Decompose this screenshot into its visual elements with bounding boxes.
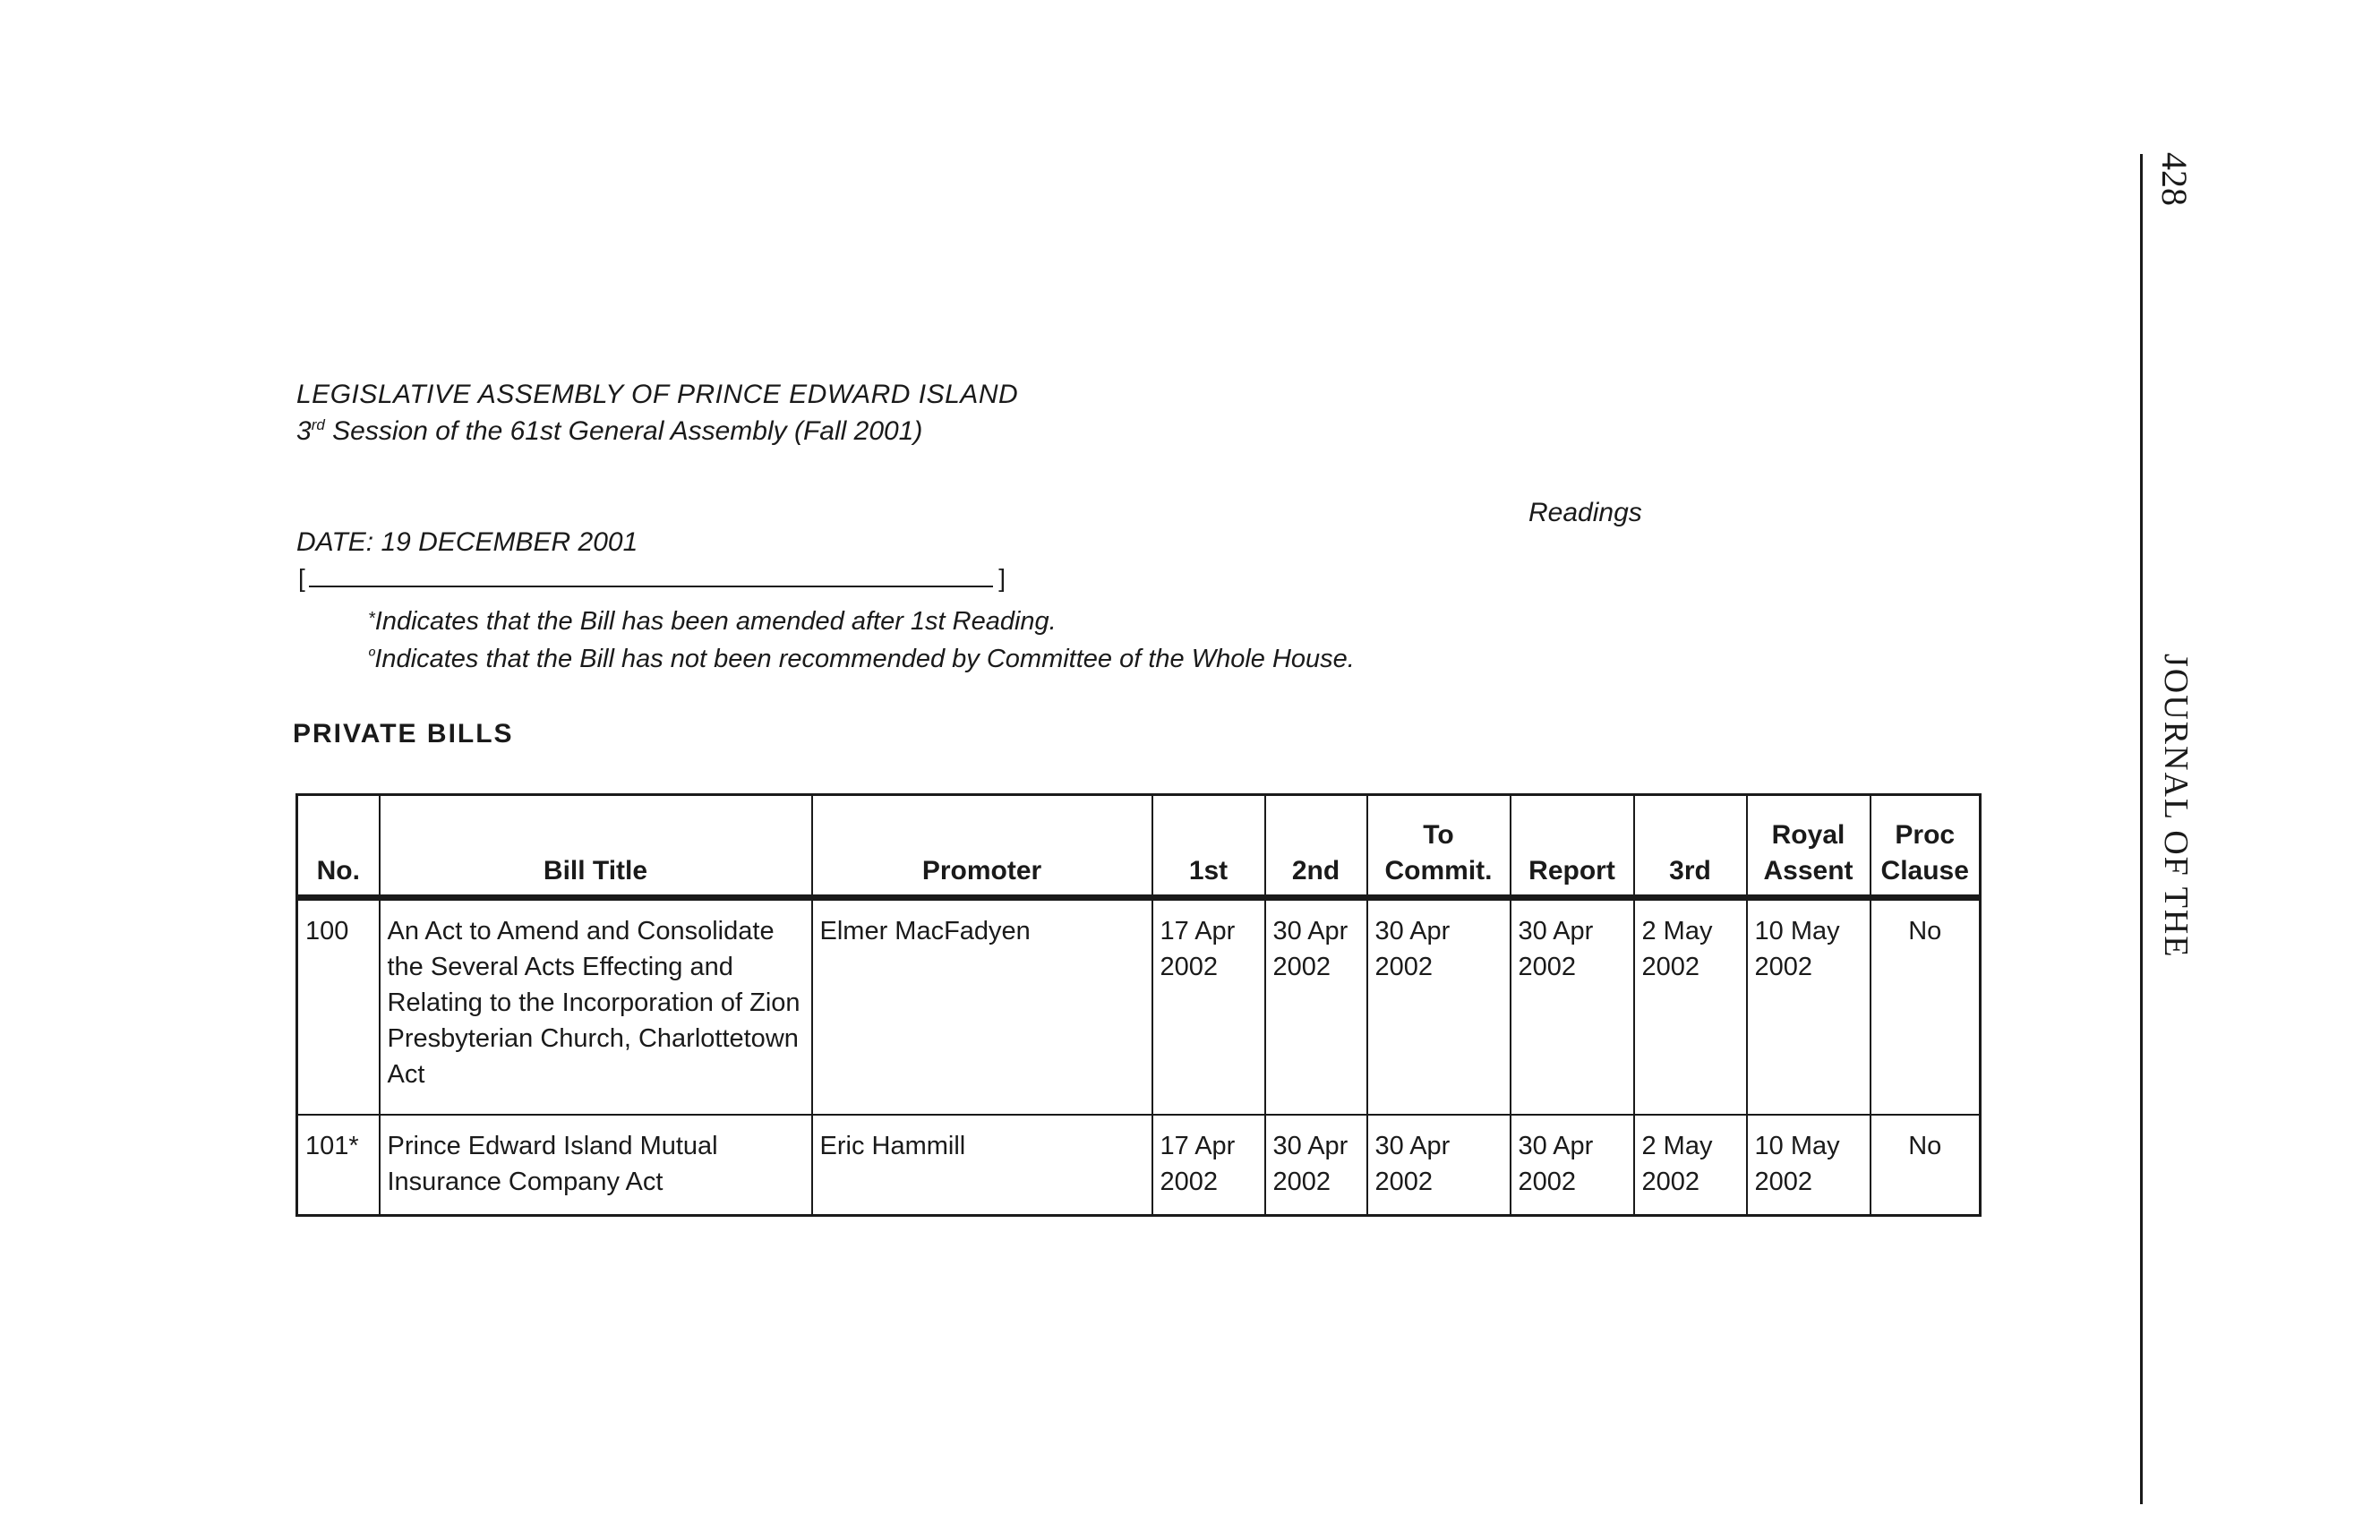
cell-to-commit: 30 Apr 2002 xyxy=(1367,898,1511,1116)
col-header-proc-clause xyxy=(1871,795,1981,898)
amended-note xyxy=(368,607,1057,637)
not-recommended-note-text: Indicates that the Bill has not been recommended by Committee of the Whole House. xyxy=(374,645,1355,673)
session-ordinal-suffix: rd xyxy=(311,416,325,433)
amended-note-text: Indicates that the Bill has been amended after 1st Reading. xyxy=(374,607,1057,636)
session-number: 3 xyxy=(296,416,312,446)
private-bills-table xyxy=(295,793,1982,1217)
blank-bracket-line xyxy=(298,564,1006,593)
table-header-row xyxy=(297,795,1981,898)
col-header-proc-clause-top: Proc xyxy=(1895,820,1956,850)
cell-proc-clause: No xyxy=(1871,1115,1981,1216)
amended-mark: * xyxy=(368,609,375,629)
col-header-royal-assent-bottom: Assent xyxy=(1763,856,1853,886)
right-bracket: ] xyxy=(998,564,1006,592)
col-header-no: No. xyxy=(297,795,380,898)
cell-third-reading: 2 May 2002 xyxy=(1634,1115,1747,1216)
readings-label: Readings xyxy=(1528,498,1642,527)
col-header-to-commit-bottom: Commit. xyxy=(1384,856,1493,886)
col-header-royal-assent-top: Royal xyxy=(1771,820,1845,850)
cell-no: 101* xyxy=(297,1115,380,1216)
not-recommended-mark: º xyxy=(368,646,375,666)
cell-bill-title: Prince Edward Island Mutual Insurance Company Act xyxy=(380,1115,812,1216)
running-head: JOURNAL OF THE xyxy=(2157,654,2195,959)
page-number: 428 xyxy=(2154,152,2195,206)
col-header-third: 3rd xyxy=(1634,795,1747,898)
cell-first-reading: 17 Apr 2002 xyxy=(1152,1115,1265,1216)
col-header-to-commit xyxy=(1367,795,1511,898)
cell-no: 100 xyxy=(297,898,380,1116)
margin-rule xyxy=(2140,154,2143,1504)
left-bracket: [ xyxy=(298,564,305,592)
table-row xyxy=(297,898,1981,1116)
session-heading xyxy=(296,416,922,447)
assembly-heading: LEGISLATIVE ASSEMBLY OF PRINCE EDWARD ISLAND xyxy=(296,380,1019,409)
cell-royal-assent: 10 May 2002 xyxy=(1747,898,1871,1116)
col-header-proc-clause-bottom: Clause xyxy=(1880,856,1969,886)
cell-proc-clause: No xyxy=(1871,898,1981,1116)
col-header-to-commit-top: To xyxy=(1423,820,1454,850)
not-recommended-note xyxy=(368,645,1355,674)
date-line: DATE: 19 DECEMBER 2001 xyxy=(296,527,638,557)
blank-rule xyxy=(309,586,993,587)
cell-to-commit: 30 Apr 2002 xyxy=(1367,1115,1511,1216)
col-header-second: 2nd xyxy=(1265,795,1367,898)
cell-third-reading: 2 May 2002 xyxy=(1634,898,1747,1116)
cell-first-reading: 17 Apr 2002 xyxy=(1152,898,1265,1116)
col-header-first: 1st xyxy=(1152,795,1265,898)
table-row xyxy=(297,1115,1981,1216)
cell-report: 30 Apr 2002 xyxy=(1511,898,1634,1116)
col-header-royal-assent xyxy=(1747,795,1871,898)
cell-second-reading: 30 Apr 2002 xyxy=(1265,1115,1367,1216)
cell-promoter: Eric Hammill xyxy=(812,1115,1152,1216)
col-header-report: Report xyxy=(1511,795,1634,898)
cell-royal-assent: 10 May 2002 xyxy=(1747,1115,1871,1216)
cell-second-reading: 30 Apr 2002 xyxy=(1265,898,1367,1116)
section-title: PRIVATE BILLS xyxy=(293,719,514,749)
col-header-bill-title: Bill Title xyxy=(380,795,812,898)
session-description: Session of the 61st General Assembly (Fall 2001) xyxy=(324,416,923,446)
cell-promoter: Elmer MacFadyen xyxy=(812,898,1152,1116)
col-header-promoter: Promoter xyxy=(812,795,1152,898)
cell-bill-title: An Act to Amend and Consolidate the Several Acts Effecting and Relating to the Incorporation of Zion Presbyterian Church, Charlottetown Act xyxy=(380,898,812,1116)
cell-report: 30 Apr 2002 xyxy=(1511,1115,1634,1216)
